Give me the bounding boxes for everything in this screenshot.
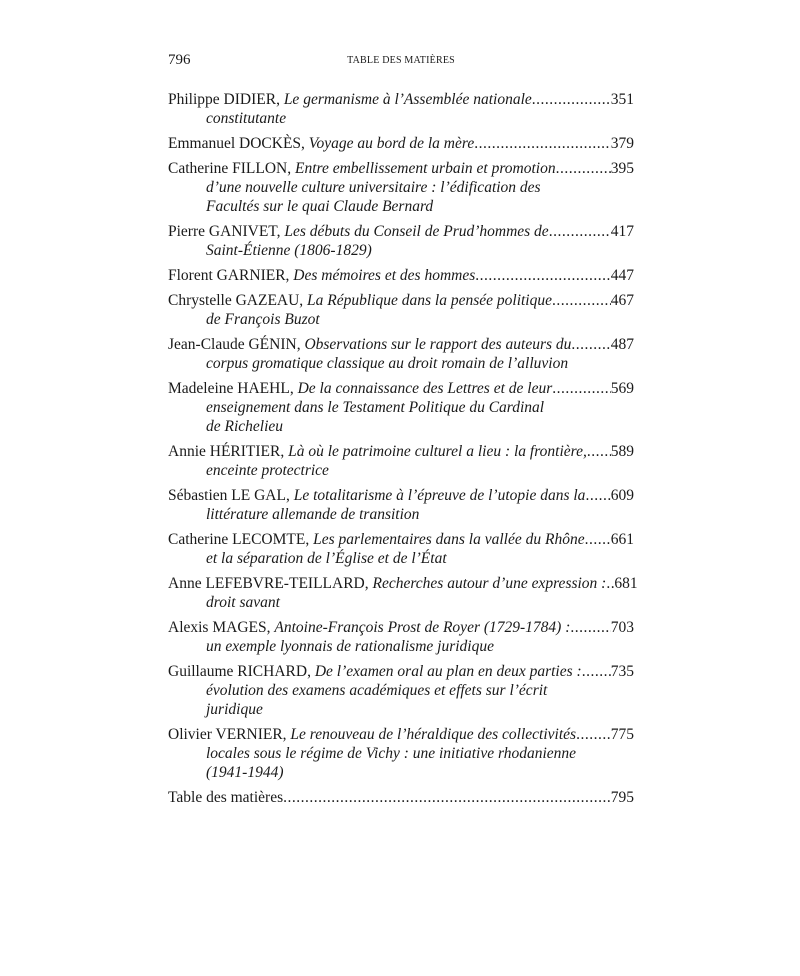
toc-entry-line (168, 725, 634, 744)
toc-separator: , (276, 91, 284, 108)
toc-author: Alexis MAGES (168, 619, 267, 636)
toc-title-continuation: de Richelieu (206, 418, 284, 435)
toc-leader-dots (549, 222, 611, 241)
toc-entry-heading (168, 662, 582, 681)
toc-entry-line (168, 788, 634, 807)
toc-separator: , (266, 619, 275, 636)
toc-title-continuation: Saint-Étienne (1806-1829) (206, 242, 372, 259)
toc-author: Chrystelle GAZEAU (168, 292, 300, 309)
toc-leader-dots (556, 159, 611, 178)
toc-entry-heading (168, 442, 587, 461)
toc-title: De l’examen oral au plan en deux parties : (314, 663, 582, 680)
toc-separator: , (305, 531, 314, 548)
toc-entry-heading (168, 134, 474, 153)
toc-author: Jean-Claude GÉNIN (168, 336, 297, 353)
toc-author: Madeleine HAEHL (168, 380, 290, 397)
toc-leader-dots (585, 530, 611, 549)
toc-entry-line (168, 618, 634, 637)
toc-title: Là où le patrimoine culturel a lieu : la frontière, (288, 443, 587, 460)
toc-author: Pierre GANIVET (168, 223, 277, 240)
toc-entry-heading (168, 159, 556, 178)
toc-title: Le germanisme à l’Assemblée nationale (283, 91, 532, 108)
toc-title-continuation: locales sous le régime de Vichy : une initiative rhodanienne (206, 745, 577, 762)
toc-entry-line (168, 134, 634, 153)
toc-page-number[interactable]: 775 (610, 726, 634, 743)
toc-author: Olivier VERNIER (168, 726, 283, 743)
toc-title: Antoine-François Prost de Royer (1729-1784) : (274, 619, 571, 636)
toc-entry[interactable] (168, 335, 634, 373)
toc-entry[interactable] (168, 574, 638, 612)
toc-entry-table-des-matieres[interactable] (168, 788, 634, 807)
toc-title: Le renouveau de l’héraldique des collectivités (290, 726, 577, 743)
toc-entry-heading (168, 291, 552, 310)
toc-page-number[interactable]: 703 (610, 619, 634, 636)
toc-entry-heading (168, 379, 552, 398)
toc-entry[interactable] (168, 291, 634, 329)
toc-title: Observations sur le rapport des auteurs du (304, 336, 572, 353)
toc-leader-dots (585, 486, 610, 505)
toc-page-number[interactable]: 589 (610, 443, 634, 460)
toc-separator: , (285, 487, 294, 504)
toc-title-continuation: un exemple lyonnais de rationalisme juridique (206, 638, 494, 655)
toc-title-continuation: Facultés sur le quai Claude Bernard (206, 198, 434, 215)
toc-author: Sébastien LE GAL (168, 487, 286, 504)
toc-title: Les parlementaires dans la vallée du Rhône (313, 531, 585, 548)
toc-title-continuation: de François Buzot (206, 311, 320, 328)
toc-title-continuation: corpus gromatique classique au droit romain de l’alluvion (206, 355, 569, 372)
toc-leader-dots (582, 662, 611, 681)
toc-separator: , (285, 267, 294, 284)
toc-leader-dots (576, 725, 611, 744)
toc-title-continuation: enseignement dans le Testament Politique du Cardinal (206, 399, 545, 416)
toc-page-number[interactable]: 395 (610, 160, 634, 177)
toc-page-number[interactable]: 417 (610, 223, 634, 240)
toc-title: Recherches autour d’une expression : (372, 575, 607, 592)
toc-title: De la connaissance des Lettres et de leur (297, 380, 553, 397)
toc-title: Le totalitarisme à l’épreuve de l’utopie dans la (293, 487, 586, 504)
toc-entry-line (168, 379, 634, 398)
toc-page-number[interactable]: 379 (610, 135, 634, 152)
toc-entry[interactable] (168, 442, 634, 480)
toc-leader-dots (474, 134, 611, 153)
toc-leader-dots (587, 442, 611, 461)
toc-entry-heading (168, 222, 549, 241)
toc-separator: , (364, 575, 373, 592)
toc-author: Florent GARNIER (168, 267, 286, 284)
toc-author: Emmanuel DOCKÈS (168, 135, 302, 152)
toc-title-continuation: littérature allemande de transition (206, 506, 420, 523)
toc-entry[interactable] (168, 266, 634, 285)
toc-entry[interactable] (168, 618, 634, 656)
toc-entry-line (168, 222, 634, 241)
toc-title: Voyage au bord de la mère (308, 135, 475, 152)
toc-separator: , (289, 380, 298, 397)
toc-leader-dots (532, 90, 611, 109)
toc-title: La République dans la pensée politique (307, 292, 552, 309)
toc-page-number[interactable]: 447 (610, 267, 634, 284)
toc-page-number[interactable]: 681 (614, 575, 638, 592)
toc-author: Annie HÉRITIER (168, 443, 281, 460)
toc-entry-line (168, 335, 634, 354)
toc-author: Guillaume RICHARD (168, 663, 308, 680)
toc-title: Des mémoires et des hommes (293, 267, 476, 284)
toc-separator: , (287, 160, 295, 177)
toc-title-continuation: et la séparation de l’Église et de l’État (206, 550, 447, 567)
toc-entry[interactable] (168, 90, 634, 128)
toc-entry[interactable] (168, 159, 634, 216)
toc-page-number[interactable]: 467 (610, 292, 634, 309)
toc-page-number[interactable]: 487 (610, 336, 634, 353)
toc-title-continuation: constitutante (206, 110, 287, 127)
toc-entry-line (168, 486, 634, 505)
page-header (168, 50, 634, 70)
toc-separator: , (301, 135, 309, 152)
toc-title-continuation: juridique (206, 701, 263, 718)
toc-title-continuation: droit savant (206, 594, 280, 611)
toc-entry-heading (168, 574, 606, 593)
toc-entry-heading (168, 486, 585, 505)
toc-entry-line (168, 291, 634, 310)
toc-leader-dots (570, 618, 610, 637)
table-of-contents (168, 90, 638, 813)
toc-entry-heading (168, 725, 576, 744)
toc-entry-heading (168, 90, 532, 109)
toc-entry-heading (168, 618, 570, 637)
toc-entry[interactable] (168, 530, 634, 568)
toc-page-number[interactable]: 795 (610, 789, 634, 806)
toc-author: Philippe DIDIER (168, 91, 277, 108)
toc-entry-line (168, 159, 634, 178)
toc-leader-dots (606, 574, 614, 593)
toc-separator: , (296, 336, 305, 353)
toc-entry-line (168, 662, 634, 681)
toc-author: Catherine LECOMTE (168, 531, 306, 548)
toc-entry-line (168, 266, 634, 285)
toc-entry-line (168, 530, 634, 549)
toc-entry-heading (168, 266, 475, 285)
toc-title-continuation: évolution des examens académiques et effets sur l’écrit (206, 682, 548, 699)
toc-entry-heading (168, 530, 585, 549)
toc-entry[interactable] (168, 134, 634, 153)
toc-title-continuation: d’une nouvelle culture universitaire : l’édification des (206, 179, 541, 196)
toc-final-label: Table des matières (168, 789, 284, 806)
toc-separator: , (307, 663, 315, 680)
toc-separator: , (280, 443, 289, 460)
toc-entry-line (168, 90, 634, 109)
toc-entry[interactable] (168, 379, 634, 436)
toc-page-number[interactable]: 569 (610, 380, 634, 397)
toc-leader-dots (475, 266, 611, 285)
toc-page-number[interactable]: 609 (610, 487, 634, 504)
toc-entry-line (168, 442, 634, 461)
toc-separator: , (282, 726, 291, 743)
toc-separator: , (299, 292, 308, 309)
page-number: 796 (168, 52, 191, 68)
toc-leader-dots (552, 379, 610, 398)
toc-page-number[interactable]: 661 (610, 531, 634, 548)
toc-author: Catherine FILLON (168, 160, 288, 177)
toc-entry[interactable] (168, 662, 634, 719)
toc-title-continuation: (1941-1944) (206, 764, 284, 781)
running-title: TABLE DES MATIÈRES (347, 55, 455, 66)
toc-title: Les débuts du Conseil de Prud’hommes de (284, 223, 549, 240)
toc-entry-heading (168, 335, 571, 354)
toc-separator: , (276, 223, 285, 240)
toc-author: Anne LEFEBVRE-TEILLARD (168, 575, 365, 592)
toc-title: Entre embellissement urbain et promotion (294, 160, 556, 177)
toc-leader-dots (552, 291, 611, 310)
toc-page-number[interactable]: 351 (610, 91, 634, 108)
toc-leader-dots (283, 788, 611, 807)
toc-entry-line (168, 574, 638, 593)
toc-entry[interactable] (168, 222, 634, 260)
toc-entry[interactable] (168, 725, 634, 782)
toc-page-number[interactable]: 735 (610, 663, 634, 680)
toc-title-continuation: enceinte protectrice (206, 462, 329, 479)
toc-entry[interactable] (168, 486, 634, 524)
toc-leader-dots (571, 335, 610, 354)
